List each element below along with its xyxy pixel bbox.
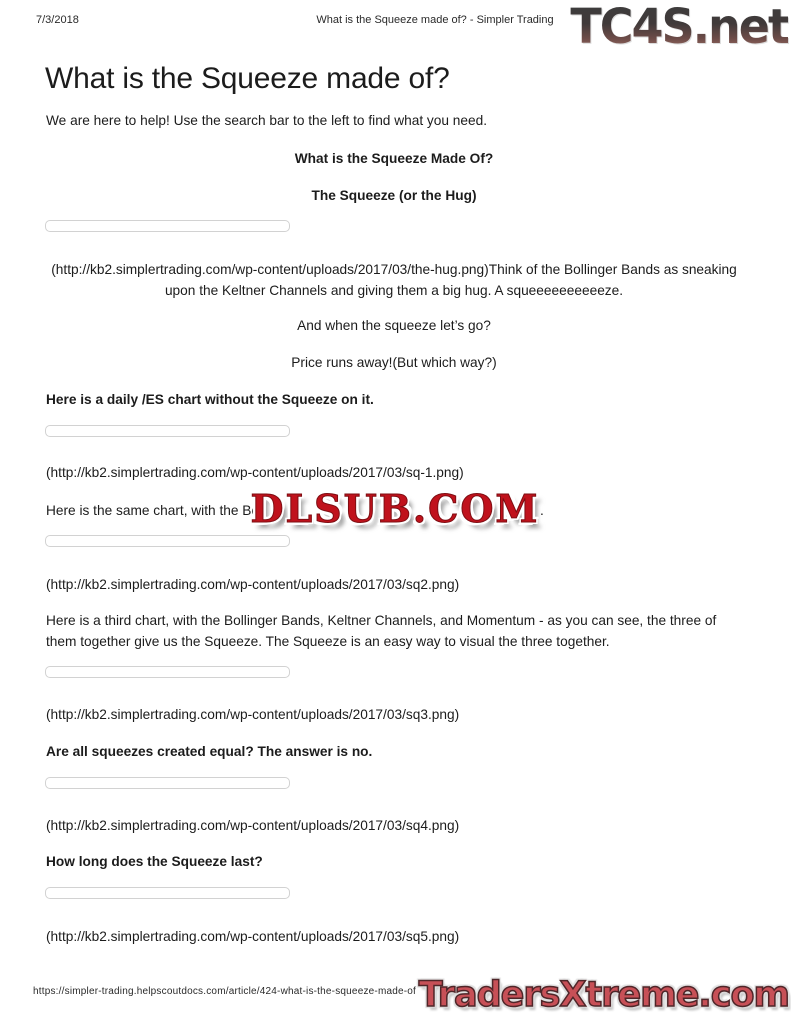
image-link-sq4: (http://kb2.simplertrading.com/wp-content/uploads/2017/03/sq4.png): [46, 818, 460, 833]
hug-image-link-paragraph: (http://kb2.simplertrading.com/wp-content/uploads/2017/03/the-hug.png)Think of the Bollinger Bands as sneaking upon the Keltner Channels and giving them a big hug. A squeeeeeeeeeeze.: [51, 262, 737, 298]
tradersxtreme-watermark: TradersXtreme.com: [418, 975, 789, 1015]
equal-squeezes-heading: Are all squeezes created equal? The answer is no.: [46, 744, 373, 759]
broken-image-placeholder: [45, 535, 290, 547]
print-date: 7/3/2018: [36, 14, 79, 26]
article-title: What is the Squeeze made of?: [45, 62, 450, 95]
footer-source-url: https://simpler-trading.helpscoutdocs.com/article/424-what-is-the-squeeze-made-of: [33, 986, 417, 997]
same-chart-text-suffix: .: [540, 503, 544, 518]
image-link-sq3: (http://kb2.simplertrading.com/wp-content/uploads/2017/03/sq3.png): [46, 707, 460, 722]
squeeze-lets-go-question: And when the squeeze let’s go?: [297, 318, 491, 333]
dlsub-watermark: DLSUB.COM: [250, 486, 540, 531]
subheading-the-squeeze-hug: The Squeeze (or the Hug): [311, 188, 477, 203]
tc4s-logo: TC4S.net: [570, 0, 788, 55]
same-chart-text-prefix: Here is the same chart, with the Bo: [46, 503, 260, 518]
broken-image-placeholder: [45, 220, 290, 232]
image-link-sq1: (http://kb2.simplertrading.com/wp-content/uploads/2017/03/sq-1.png): [46, 465, 464, 480]
print-header-title: What is the Squeeze made of? - Simpler Trading: [316, 14, 554, 26]
price-runs-away-line: Price runs away!(But which way?): [291, 355, 497, 370]
intro-paragraph: We are here to help! Use the search bar to the left to find what you need.: [46, 113, 488, 128]
subheading-what-is-squeeze: What is the Squeeze Made Of?: [294, 151, 494, 166]
broken-image-placeholder: [45, 425, 290, 437]
image-link-sq5: (http://kb2.simplertrading.com/wp-content/uploads/2017/03/sq5.png): [46, 929, 460, 944]
third-chart-paragraph: Here is a third chart, with the Bollinger Bands, Keltner Channels, and Momentum - as you can see, the three of them together give us the Squeeze. The Squeeze is an easy way to visual the three together.: [46, 613, 717, 649]
image-link-sq2: (http://kb2.simplertrading.com/wp-content/uploads/2017/03/sq2.png): [46, 577, 460, 592]
broken-image-placeholder: [45, 887, 290, 899]
broken-image-placeholder: [45, 777, 290, 789]
how-long-heading: How long does the Squeeze last?: [46, 854, 263, 869]
broken-image-placeholder: [45, 666, 290, 678]
daily-chart-heading: Here is a daily /ES chart without the Squeeze on it.: [46, 392, 374, 407]
